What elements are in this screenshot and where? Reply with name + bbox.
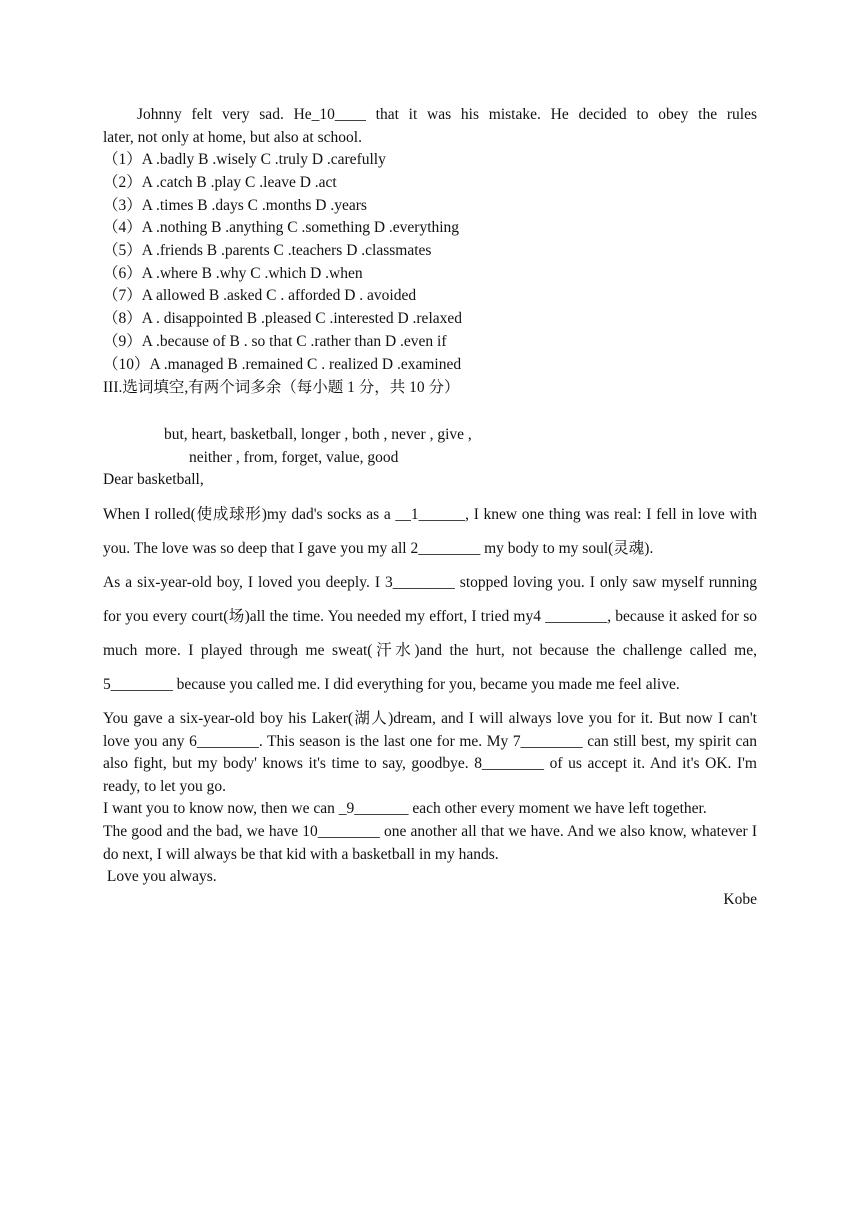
section-heading: III.选词填空,有两个词多余（每小题 1 分，共 10 分） (103, 379, 460, 397)
word-bank (103, 424, 757, 469)
letter-salutation: Dear basketball, (103, 471, 204, 489)
option-item-3: （3）A .times B .days C .months D .years (103, 196, 367, 214)
letter-paragraph-3: You gave a six-year-old boy his Laker(湖人)dream, and I will always love you for it. But now I can't love you any 6________. This season is the last one for me. My 7________ can still best, my spirit can also fight, but my body' knows it's time to say, goodbye. 8________ of us accept it. And it's OK. I'm ready, to let you go. (103, 710, 757, 795)
option-item-7: （7）A allowed B .asked C . afforded D . avoided (103, 287, 417, 305)
letter-paragraph-4: I want you to know now, then we can _9_______ each other every moment we have left together. (103, 800, 707, 818)
option-item-4: （4）A .nothing B .anything C .something D .everything (103, 219, 460, 237)
word-bank-line-1: but, heart, basketball, longer , both , never , give , (164, 426, 472, 444)
option-item-6: （6）A .where B .why C .which D .when (103, 264, 363, 282)
intro-line-2: later, not only at home, but also at school. (103, 128, 362, 146)
letter-paragraph-2: As a six-year-old boy, I loved you deeply. I 3________ stopped loving you. I only saw myself running for you every court(场)all the time. You needed my effort, I tried my4 ________, because it asked for so much more. I played through me sweat(汗水)and the hurt, not because the challenge called me, 5________ because you called me. I did everything for you, became you made me feel alive. (103, 574, 757, 693)
options-list (103, 149, 757, 376)
intro-line-1: Johnny felt very sad. He_10____ that it was his mistake. He decided to obey the rules (137, 106, 757, 123)
letter-closing: Love you always. (103, 868, 217, 886)
letter-paragraph-5: The good and the bad, we have 10________ one another all that we have. And we also know, whatever I do next, I will always be that kid with a basketball in my hands. (103, 822, 757, 863)
option-item-1: （1）A .badly B .wisely C .truly D .carefully (103, 151, 386, 169)
word-bank-line-2: neither , from, forget, value, good (189, 448, 399, 466)
option-item-5: （5）A .friends B .parents C .teachers D .classmates (103, 242, 432, 259)
letter-signature: Kobe (723, 890, 757, 908)
option-item-2: （2）A .catch B .play C .leave D .act (103, 173, 337, 191)
letter-paragraph-1: When I rolled(使成球形)my dad's socks as a __1______, I knew one thing was real: I fell in love with you. The love was so deep that I gave you my all 2________ my body to my soul(灵魂). (103, 506, 757, 557)
option-item-9: （9）A .because of B . so that C .rather than D .even if (103, 332, 447, 350)
option-item-10: （10）A .managed B .remained C . realized D .examined (103, 355, 462, 373)
document-page (103, 104, 757, 911)
option-item-8: （8）A . disappointed B .pleased C .interested D .relaxed (103, 310, 463, 328)
